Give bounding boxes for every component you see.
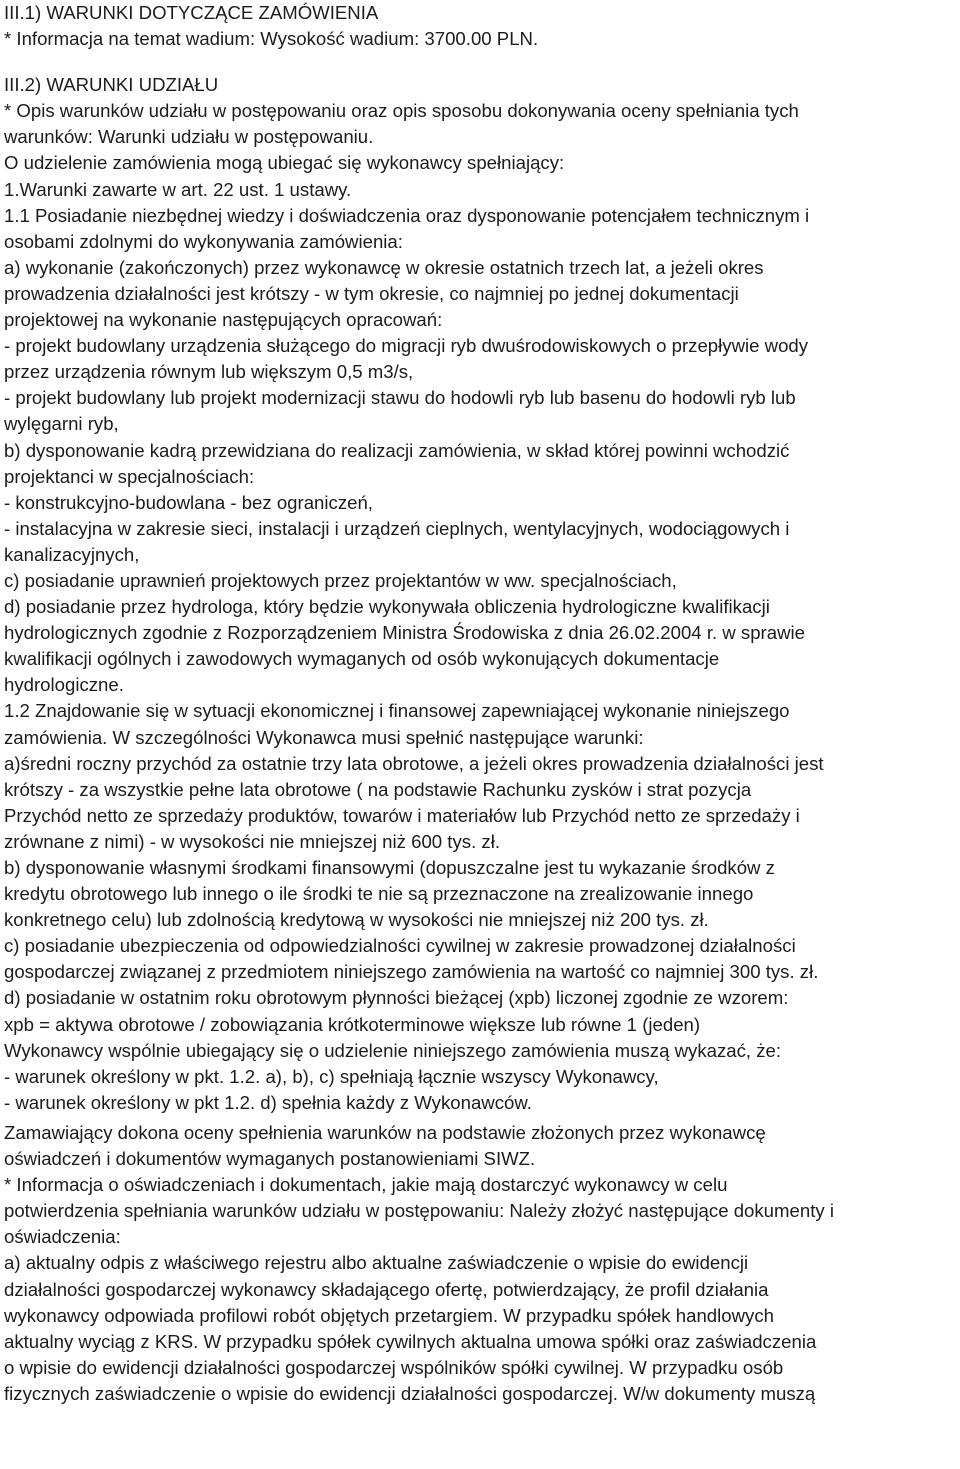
text-line: c) posiadanie ubezpieczenia od odpowiedzialności cywilnej w zakresie prowadzonej działalności [4,935,796,957]
participation-closing [4,1120,956,1407]
text-line: - instalacyjna w zakresie sieci, instalacji i urządzeń cieplnych, wentylacyjnych, wodociągowych i [4,517,790,539]
text-line: a) aktualny odpis z właściwego rejestru albo aktualne zaświadczenie o wpisie do ewidencji [4,1252,749,1274]
text-line: przez urządzenia równym lub większym 0,5 m3/s, [4,361,414,383]
text-line: fizycznych zaświadczenie o wpisie do ewidencji działalności gospodarczej. W/w dokumenty muszą [4,1382,816,1404]
text-line: xpb = aktywa obrotowe / zobowiązania krótkoterminowe większe lub równe 1 (jeden) [4,1013,701,1035]
spacer [4,52,956,72]
text-line: a) wykonanie (zakończonych) przez wykonawcę w okresie ostatnich trzech lat, a jeżeli okres [4,256,764,278]
deposit-info: * Informacja na temat wadium: Wysokość wadium: 3700.00 PLN. [4,28,539,50]
text-line: projektowej na wykonanie następujących opracowań: [4,309,443,331]
text-line: * Opis warunków udziału w postępowaniu oraz opis sposobu dokonywania oceny spełniania tych [4,100,799,122]
text-line: * Informacja o oświadczeniach i dokumentach, jakie mają dostarczyć wykonawcy w celu [4,1174,728,1196]
text-line: kredytu obrotowego lub innego o ile środki te nie są przeznaczone na zrealizowanie innego [4,883,754,905]
text-line: - projekt budowlany lub projekt modernizacji stawu do hodowli ryb lub basenu do hodowli ryb lub [4,387,796,409]
text-line: hydrologicznych zgodnie z Rozporządzeniem Ministra Środowiska z dnia 26.02.2004 r. w sprawie [4,622,805,644]
text-line: warunków: Warunki udziału w postępowaniu. [4,126,374,148]
text-line: wylęgarni ryb, [4,413,119,435]
text-line: kwalifikacji ogólnych i zawodowych wymaganych od osób wykonujących dokumentacje [4,648,720,670]
text-line: działalności gospodarczej wykonawcy składającego ofertę, potwierdzający, że profil działania [4,1278,769,1300]
text-line: o wpisie do ewidencji działalności gospodarczej wspólników spółki cywilnej. W przypadku osób [4,1356,784,1378]
text-line: osobami zdolnymi do wykonywania zamówienia: [4,230,403,252]
section-heading-conditions: III.1) WARUNKI DOTYCZĄCE ZAMÓWIENIA [4,2,379,23]
text-line: Przychód netto ze sprzedaży produktów, towarów i materiałów lub Przychód netto ze sprzedaży i [4,804,800,826]
text-line: zamówienia. W szczególności Wykonawca musi spełnić następujące warunki: [4,726,644,748]
text-line: - warunek określony w pkt 1.2. d) spełnia każdy z Wykonawców. [4,1091,532,1113]
text-line: oświadczeń i dokumentów wymaganych postanowieniami SIWZ. [4,1148,536,1170]
text-line: b) dysponowanie kadrą przewidziana do realizacji zamówienia, w skład której powinni wchodzić [4,439,790,461]
text-line: b) dysponowanie własnymi środkami finansowymi (dopuszczalne jest tu wykazanie środków z [4,857,775,878]
text-line: aktualny wyciąg z KRS. W przypadku spółek cywilnych aktualna umowa spółki oraz zaświadczenia [4,1330,817,1352]
text-line: potwierdzenia spełniania warunków udziału w postępowaniu: Należy złożyć następujące dokumenty i [4,1200,834,1222]
text-line: d) posiadanie w ostatnim roku obrotowym płynności bieżącej (xpb) liczonej zgodnie ze wzorem: [4,987,789,1009]
text-line: - konstrukcyjno-budowlana - bez ograniczeń, [4,491,373,513]
text-line: Zamawiający dokona oceny spełnienia warunków na podstawie złożonych przez wykonawcę [4,1121,766,1143]
text-line: a)średni roczny przychód za ostatnie trzy lata obrotowe, a jeżeli okres prowadzenia działalności jest [4,752,824,774]
text-line: kanalizacyjnych, [4,543,140,565]
text-line: 1.Warunki zawarte w art. 22 ust. 1 ustawy. [4,178,352,200]
text-line: O udzielenie zamówienia mogą ubiegać się wykonawcy spełniający: [4,152,565,174]
text-line: krótszy - za wszystkie pełne lata obrotowe ( na podstawie Rachunku zysków i strat pozycja [4,778,752,800]
text-line: prowadzenia działalności jest krótszy - w tym okresie, co najmniej po jednej dokumentacji [4,282,739,304]
text-line: - projekt budowlany urządzenia służącego do migracji ryb dwuśrodowiskowych o przepływie wody [4,335,809,357]
text-line: c) posiadanie uprawnień projektowych przez projektantów w ww. specjalnościach, [4,569,677,591]
text-line: wykonawcy odpowiada profilowi robót objętych przetargiem. W przypadku spółek handlowych [4,1304,774,1326]
text-line: zrównane z nimi) - w wysokości nie mniejszej niż 600 tys. zł. [4,830,500,852]
participation-intro [4,98,956,202]
text-line: 1.2 Znajdowanie się w sytuacji ekonomicznej i finansowej zapewniającej wykonanie niniejszego [4,700,790,722]
text-line: konkretnego celu) lub zdolnością kredytową w wysokości nie mniejszej niż 200 tys. zł. [4,909,709,931]
text-line: projektanci w specjalnościach: [4,465,255,487]
text-line: hydrologiczne. [4,674,124,696]
text-line: - warunek określony w pkt. 1.2. a), b), c) spełniają łącznie wszyscy Wykonawcy, [4,1065,659,1087]
text-line: oświadczenia: [4,1226,121,1248]
section-heading-participation: III.2) WARUNKI UDZIAŁU [4,74,219,96]
text-line: 1.1 Posiadanie niezbędnej wiedzy i doświadczenia oraz dysponowanie potencjałem technicznym i [4,204,810,226]
text-line: d) posiadanie przez hydrologa, który będzie wykonywała obliczenia hydrologiczne kwalifikacji [4,596,770,618]
text-line: gospodarczej związanej z przedmiotem niniejszego zamówienia na wartość co najmniej 300 tys. zł. [4,961,819,983]
participation-body [4,203,956,1116]
text-line: Wykonawcy wspólnie ubiegający się o udzielenie niniejszego zamówienia muszą wykazać, że: [4,1039,782,1061]
